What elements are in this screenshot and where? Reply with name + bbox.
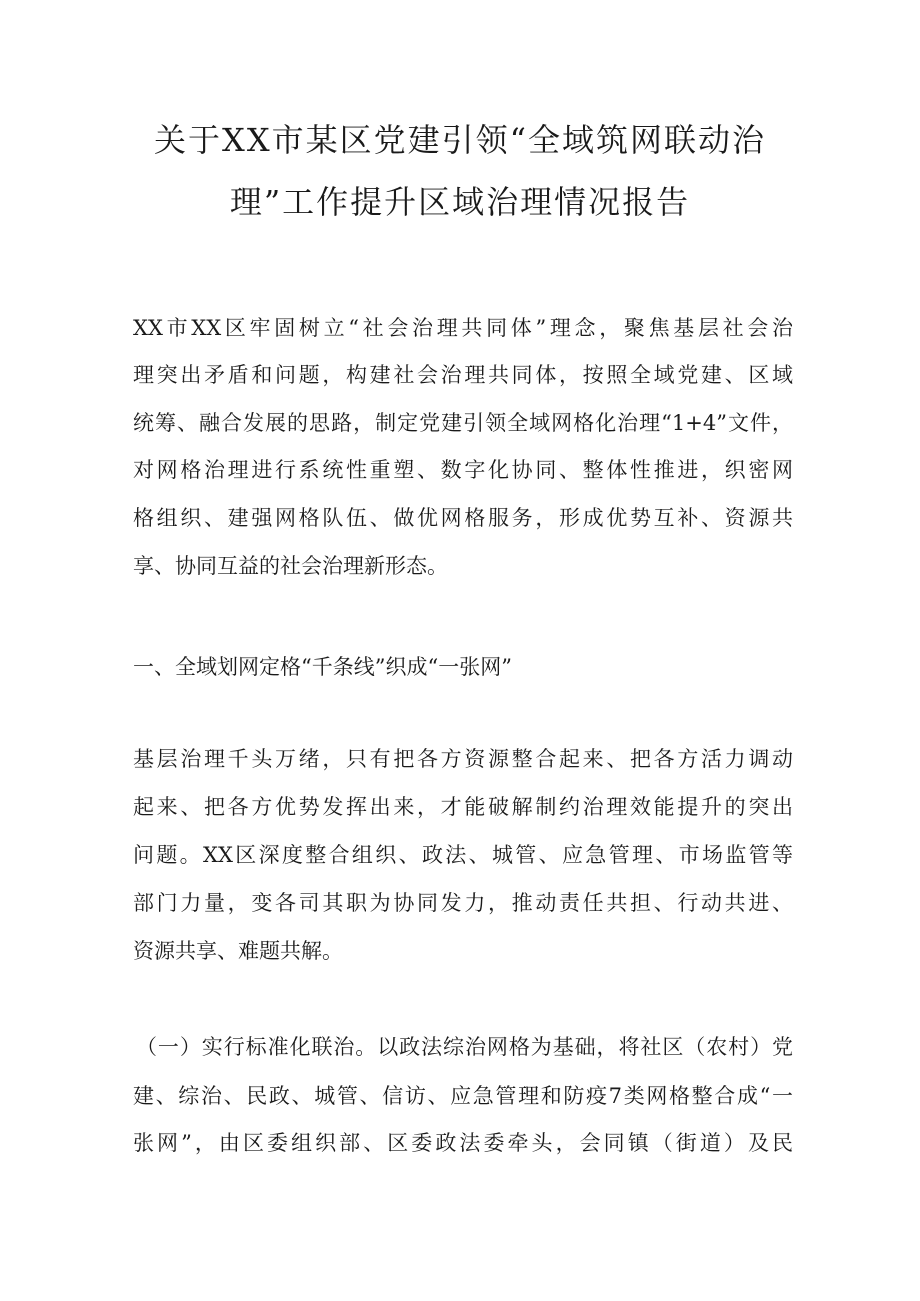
section-1-line-3: 问题。XX区深度整合组织、政法、城管、应急管理、市场监管等 bbox=[133, 843, 793, 867]
section-1-line-5: 资源共享、难题共解。 bbox=[133, 939, 343, 963]
intro-paragraph-line-4: 对网格治理进行系统性重塑、数字化协同、整体性推进，织密网 bbox=[133, 458, 793, 482]
intro-paragraph-line-3: 统筹、融合发展的思路，制定党建引领全域网格化治理“1+4”文件， bbox=[133, 411, 793, 435]
intro-paragraph-line-2: 理突出矛盾和问题，构建社会治理共同体，按照全域党建、区域 bbox=[133, 363, 793, 387]
subsection-1-line-3: 张网”，由区委组织部、区委政法委牵头，会同镇（街道）及民 bbox=[133, 1131, 793, 1155]
section-1-line-1: 基层治理千头万绪，只有把各方资源整合起来、把各方活力调动 bbox=[133, 747, 793, 771]
intro-paragraph-line-1: XX市XX区牢固树立“社会治理共同体”理念，聚焦基层社会治 bbox=[133, 316, 793, 340]
section-1-line-2: 起来、把各方优势发挥出来，才能破解制约治理效能提升的突出 bbox=[133, 795, 793, 819]
intro-paragraph-line-5: 格组织、建强网格队伍、做优网格服务，形成优势互补、资源共 bbox=[133, 506, 793, 530]
intro-paragraph-line-6: 享、协同互益的社会治理新形态。 bbox=[133, 554, 448, 578]
subsection-1-line-1: （一）实行标准化联治。以政法综治网格为基础，将社区（农村）党 bbox=[136, 1035, 793, 1059]
subsection-1-line-2: 建、综治、民政、城管、信访、应急管理和防疫7类网格整合成“一 bbox=[133, 1084, 793, 1108]
document-title-line-1: 关于XX市某区党建引领“全域筑网联动治 bbox=[154, 121, 766, 159]
document-title-line-2: 理”工作提升区域治理情况报告 bbox=[229, 183, 691, 221]
section-1-line-4: 部门力量，变各司其职为协同发力，推动责任共担、行动共进、 bbox=[133, 891, 793, 915]
section-1-heading: 一、全域划网定格“千条线”织成“一张网” bbox=[133, 655, 512, 679]
